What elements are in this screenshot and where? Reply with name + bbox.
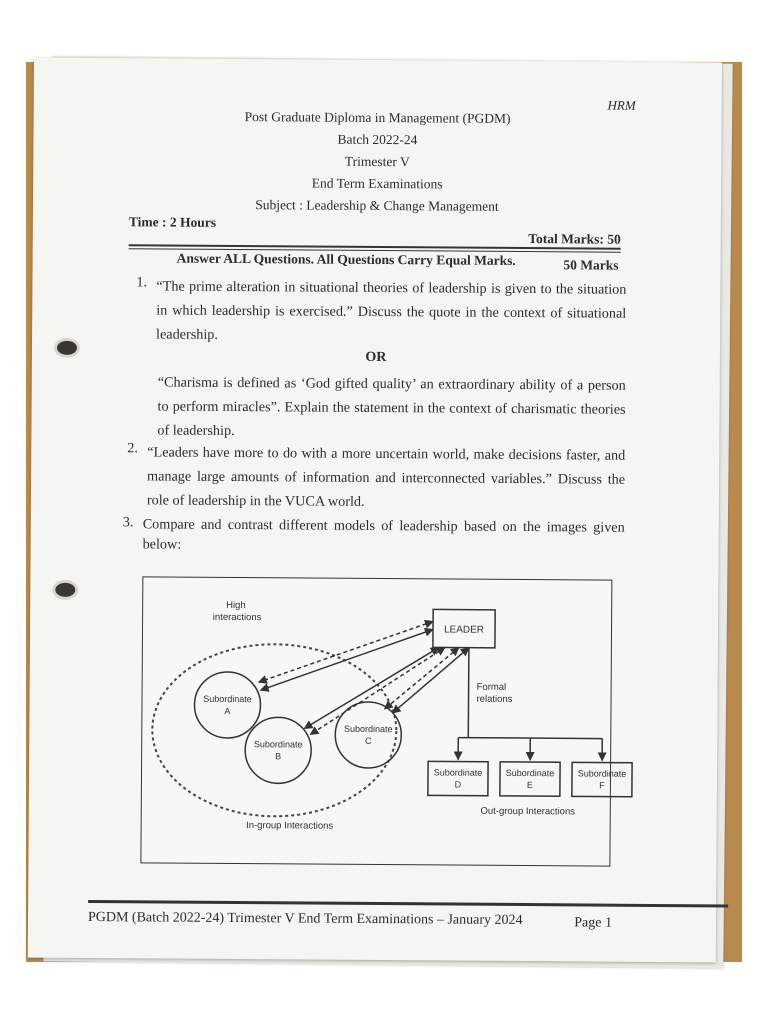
subject-title: Subject : Leadership & Change Management (255, 197, 499, 214)
question-number: 3. (122, 514, 134, 531)
in-group-label: In-group Interactions (246, 820, 334, 832)
page-number: Page 1 (574, 915, 613, 931)
batch-title: Batch 2022-24 (337, 131, 418, 148)
question-1-alt-text: “Charisma is defined as ‘God gifted quality’ an extraordinary ability of a person to perform miracles”. Explain the statement in the context of charismatic theories of leadership. (157, 374, 626, 440)
question-number: 1. (136, 274, 148, 291)
arrow-leader-b-dashed (310, 647, 445, 736)
question-2-text: “Leaders have more to do with a more uncertain world, make decisions faster, and manage large amounts of information and interconnected variables.” Discuss the role of leadership in the VUCA world. (146, 444, 626, 510)
trimester-title: Trimester V (344, 153, 410, 170)
exam-duration: Time : 2 Hours (128, 214, 217, 230)
exam-title: End Term Examinations (311, 175, 443, 192)
arrow-leader-a-solid (261, 628, 433, 691)
subordinate-c-label: Subordinate C (344, 723, 393, 746)
subordinate-b-circle (245, 717, 311, 783)
exam-paper (28, 58, 722, 963)
arrow-leader-a-dashed (259, 620, 433, 683)
instructions-marks: 50 Marks (563, 257, 619, 273)
subordinate-e-label: Subordinate E (505, 767, 555, 791)
out-group-label: Out-group Interactions (480, 805, 576, 818)
subordinate-a-label: Subordinate A (203, 693, 252, 716)
or-separator: OR (365, 349, 387, 366)
subordinate-d-label: Subordinate D (433, 767, 483, 790)
subordinate-f-label: Subordinate F (577, 768, 627, 791)
total-marks: Total Marks: 50 (528, 231, 621, 247)
punch-hole-bottom (52, 580, 78, 600)
question-3-text: Compare and contrast different models of leadership based on the images given below: (142, 516, 625, 553)
subordinate-b-label: Subordinate B (253, 739, 303, 762)
subject-code: HRM (607, 97, 636, 113)
instructions: Answer ALL Questions. All Questions Carry Equal Marks. (176, 250, 516, 268)
footer-rule (88, 900, 728, 907)
question-1-text: “The prime alteration in situational theories of leadership is given to the situation in which leadership is exercised.” Discuss the quote in the context of situational leadership. (156, 278, 627, 343)
formal-relations-label: Formal relations (476, 681, 513, 705)
program-title: Post Graduate Diploma in Management (PGDM) (244, 109, 511, 126)
high-interactions-label: High interactions (212, 599, 262, 624)
question-number: 2. (127, 440, 138, 457)
arrow-leader-c-dashed (384, 647, 458, 710)
footer-text: PGDM (Batch 2022-24) Trimester V End Term Examinations – January 2024 (87, 909, 523, 929)
leader-label: LEADER (443, 624, 485, 636)
subordinate-c-circle (335, 702, 401, 768)
leadership-diagram (140, 576, 627, 866)
subordinate-a-circle (194, 672, 260, 738)
formal-relations-stem (468, 648, 469, 738)
